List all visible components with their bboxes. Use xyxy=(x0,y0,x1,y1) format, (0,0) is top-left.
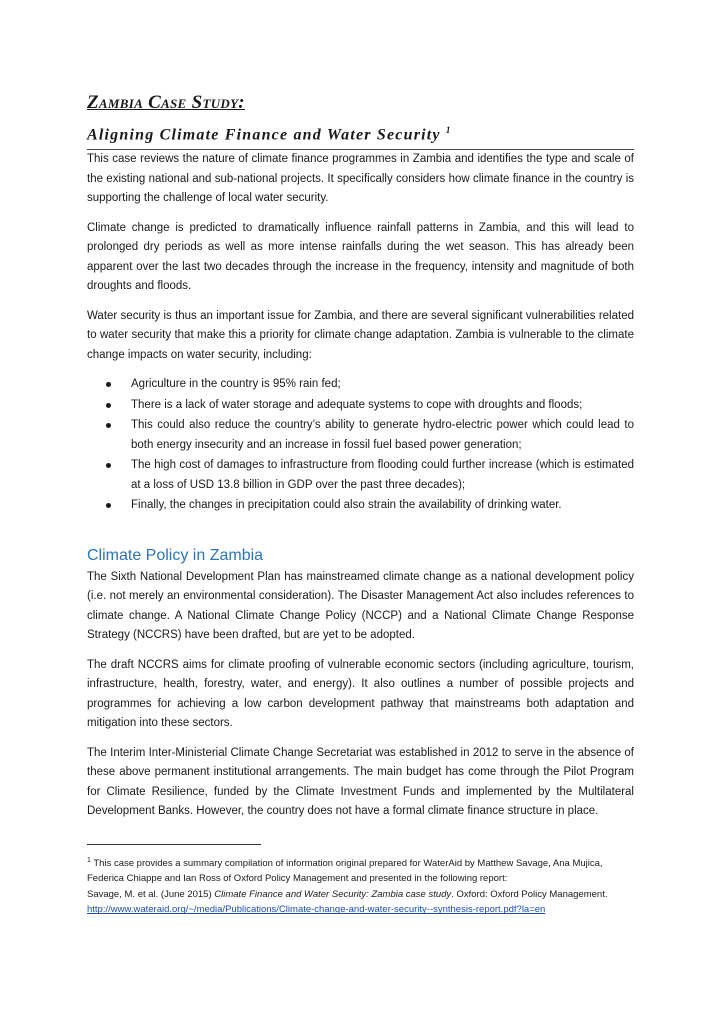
footnote-divider xyxy=(87,844,261,845)
bullet-icon xyxy=(106,403,111,408)
list-item xyxy=(131,396,634,416)
citation-prefix: Savage, M. et al. (June 2015) xyxy=(87,888,215,900)
section-paragraph: The Sixth National Development Plan has mainstreamed climate change as a national development policy (i.e. not merely an environmental consideration). The Disaster Management Act also includes references to climate change. A National Climate Change Policy (NCCP) and a National Climate Change Response Strategy (NCCRS) have been drafted, but are yet to be adopted. xyxy=(87,570,634,642)
intro-paragraph: Water security is thus an important issue for Zambia, and there are several significant vulnerabilities related to water security that make this a priority for climate change adaptation. Zambia is vulnerable to the climate change impacts on water security, including: xyxy=(87,309,634,361)
footnote-citation xyxy=(87,887,634,903)
list-item-text: The high cost of damages to infrastructure from flooding could further increase (which is estimated at a loss of USD 13.8 billion in GDP over the past three decades); xyxy=(131,459,634,491)
bullet-icon xyxy=(106,503,111,508)
bullet-icon xyxy=(106,463,111,468)
subtitle-footnote-marker: 1 xyxy=(445,125,451,135)
page-content xyxy=(87,92,634,918)
subtitle-text: Aligning Climate Finance and Water Security xyxy=(87,126,441,144)
list-item xyxy=(131,416,634,455)
section-paragraph: The draft NCCRS aims for climate proofing of vulnerable economic sectors (including agriculture, tourism, infrastructure, health, forestry, water, and energy). It also outlines a number of possible projects and programmes for achieving a low carbon development pathway that mainstreams both adaptation and mitigation into these sectors. xyxy=(87,658,634,730)
citation-title: Climate Finance and Water Security: Zambia case study xyxy=(214,888,452,900)
document-subtitle xyxy=(87,120,634,150)
section-heading: Climate Policy in Zambia xyxy=(87,546,264,564)
footnote-marker: 1 xyxy=(87,856,91,864)
vulnerability-list xyxy=(87,375,634,516)
list-item-text: Agriculture in the country is 95% rain fed; xyxy=(131,378,341,391)
list-item-text: There is a lack of water storage and adequate systems to cope with droughts and floods; xyxy=(131,398,583,411)
list-item xyxy=(131,456,634,495)
footnote-text-block xyxy=(87,853,634,887)
citation-suffix: . Oxford: Oxford Policy Management. xyxy=(451,888,608,900)
list-item xyxy=(131,375,634,395)
list-item xyxy=(131,496,634,516)
bullet-icon xyxy=(106,382,111,387)
list-item-text: Finally, the changes in precipitation could also strain the availability of drinking water. xyxy=(131,499,562,512)
footnote-text: This case provides a summary compilation of information original prepared for WaterAid by Matthew Savage, Ana Mujica, Federica Chiappe and Ian Ross of Oxford Policy Management and presented in the following report: xyxy=(87,857,603,885)
list-item-text: This could also reduce the country’s ability to generate hydro-electric power which could lead to both energy insecurity and an increase in fossil fuel based power generation; xyxy=(131,419,634,451)
footnote xyxy=(87,853,634,918)
report-link[interactable]: http://www.wateraid.org/~/media/Publications/Climate-change-and-water-security--synthesis-report.pdf?la=en xyxy=(87,904,546,916)
section-paragraph: The Interim Inter-Ministerial Climate Change Secretariat was established in 2012 to serve in the absence of these above permanent institutional arrangements. The main budget has come through the Pilot Program for Climate Resilience, funded by the Climate Investment Funds and implemented by the Multilateral Development Banks. However, the country does not have a formal climate finance structure in place. xyxy=(87,746,634,818)
bullet-icon xyxy=(106,423,111,428)
document-title: Zambia Case Study: xyxy=(87,92,245,113)
intro-paragraph: Climate change is predicted to dramatically influence rainfall patterns in Zambia, and this will lead to prolonged dry periods as well as more intense rainfalls during the wet season. This has already been apparent over the last two decades through the increase in the frequency, intensity and magnitude of both droughts and floods. xyxy=(87,221,634,293)
intro-paragraph: This case reviews the nature of climate finance programmes in Zambia and identifies the type and scale of the existing national and sub-national projects. It specifically considers how climate finance in the country is supporting the challenge of local water security. xyxy=(87,153,634,205)
